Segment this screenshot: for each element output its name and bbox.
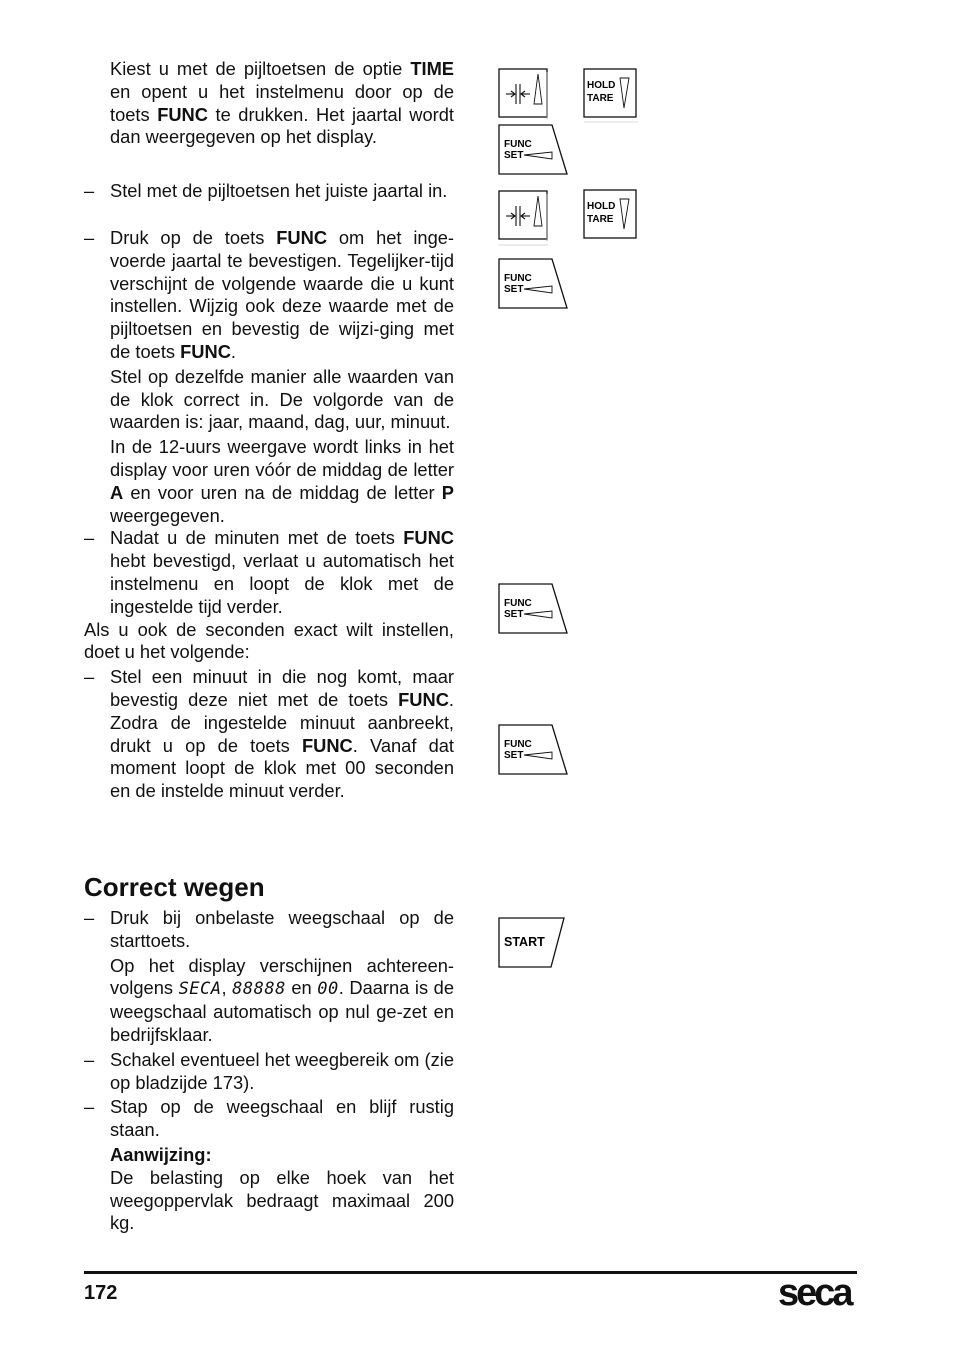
tare-label: TARE: [587, 93, 614, 104]
step-set-year: – Stel met de pijltoetsen het juiste jaartal in.: [84, 180, 454, 203]
text-column: [84, 58, 454, 803]
weighing-column: [84, 907, 454, 1235]
hold-label: HOLD: [587, 201, 616, 212]
start-key-icon: [498, 917, 568, 969]
clock-order-paragraph: Stel op dezelfde manier alle waarden van de klok correct in. De volgorde van de waarden is: jaar, maand, dag, uur, minuut.: [110, 365, 454, 433]
set-label: SET: [504, 609, 524, 620]
display-sequence-paragraph: Op het display verschijnen achtereen-volgens SECA, 88888 en 00. Daarna is de weegschaal automatisch op nul ge-zet en bedrijfsklaar.: [110, 954, 454, 1045]
page-number: 172: [84, 1282, 118, 1304]
footer-rule: [84, 1271, 857, 1274]
step-switch-range: – Schakel eventueel het weegbereik om (zie op bladzijde 173).: [84, 1049, 454, 1095]
display-text-00: 00: [317, 979, 339, 1000]
seca-logo: seca: [778, 1272, 851, 1314]
func-set-key-icon: [498, 258, 570, 310]
set-label: SET: [504, 284, 524, 295]
arrow-key-icon: [498, 68, 550, 120]
func-label: FUNC: [504, 598, 532, 609]
tare-label: TARE: [587, 214, 614, 225]
step-stand-still: – Stap op de weegschaal en blijf rustig staan.: [84, 1096, 454, 1142]
func-label: FUNC: [504, 139, 532, 150]
func-set-key-icon: [498, 583, 570, 635]
set-label: SET: [504, 150, 524, 161]
am-pm-paragraph: In de 12-uurs weergave wordt links in het display voor uren vóór de middag de letter A en voor uren na de middag de letter P weergegeven.: [110, 436, 454, 526]
step-minutes-confirm: – Nadat u de minuten met de toets FUNC hebt bevestigd, verlaat u automatisch het instelmenu en loopt de klok met de ingestelde tijd verder.: [84, 527, 454, 618]
func-label: FUNC: [504, 273, 532, 284]
func-label: FUNC: [504, 739, 532, 750]
note-label: Aanwijzing:: [110, 1143, 212, 1165]
step-seconds: – Stel een minuut in die nog komt, maar bevestig deze niet met de toets FUNC. Zodra de ingestelde minuut aanbreekt, drukt u op de toets FUNC. Vanaf dat moment loopt de klok met 00 seconden en de instelde minuut verder.: [84, 666, 454, 803]
display-text-seca: SECA: [178, 979, 222, 1000]
section-heading: Correct wegen: [84, 872, 265, 902]
display-text-88888: 88888: [232, 979, 286, 1000]
hold-label: HOLD: [587, 80, 616, 91]
arrow-key-icon: [498, 190, 550, 248]
func-set-key-icon: [498, 724, 570, 776]
hold-tare-key-icon: [583, 68, 639, 124]
seconds-intro: Als u ook de seconden exact wilt instellen, doet u het volgende:: [84, 618, 454, 663]
hold-tare-key-icon: [583, 189, 639, 241]
start-label: START: [504, 935, 545, 949]
func-set-key-icon: [498, 124, 570, 176]
set-label: SET: [504, 750, 524, 761]
step-confirm-year: – Druk op de toets FUNC om het inge-voerde jaartal te bevestigen. Tegelijker-tijd verschijnt de volgende waarde die u kunt instellen. Wijzig ook deze waarde met de pijltoetsen en bevestig de wijzi-ging met de toets FUNC.: [84, 227, 454, 364]
intro-paragraph: Kiest u met de pijltoetsen de optie TIME en opent u het instelmenu door op de toets FUNC te drukken. Het jaartal wordt dan weergegeven op het display.: [110, 58, 455, 148]
step-press-start: – Druk bij onbelaste weegschaal op de starttoets.: [84, 907, 454, 953]
note-text: De belasting op elke hoek van het weegoppervlak bedraagt maximaal 200 kg.: [110, 1166, 454, 1234]
